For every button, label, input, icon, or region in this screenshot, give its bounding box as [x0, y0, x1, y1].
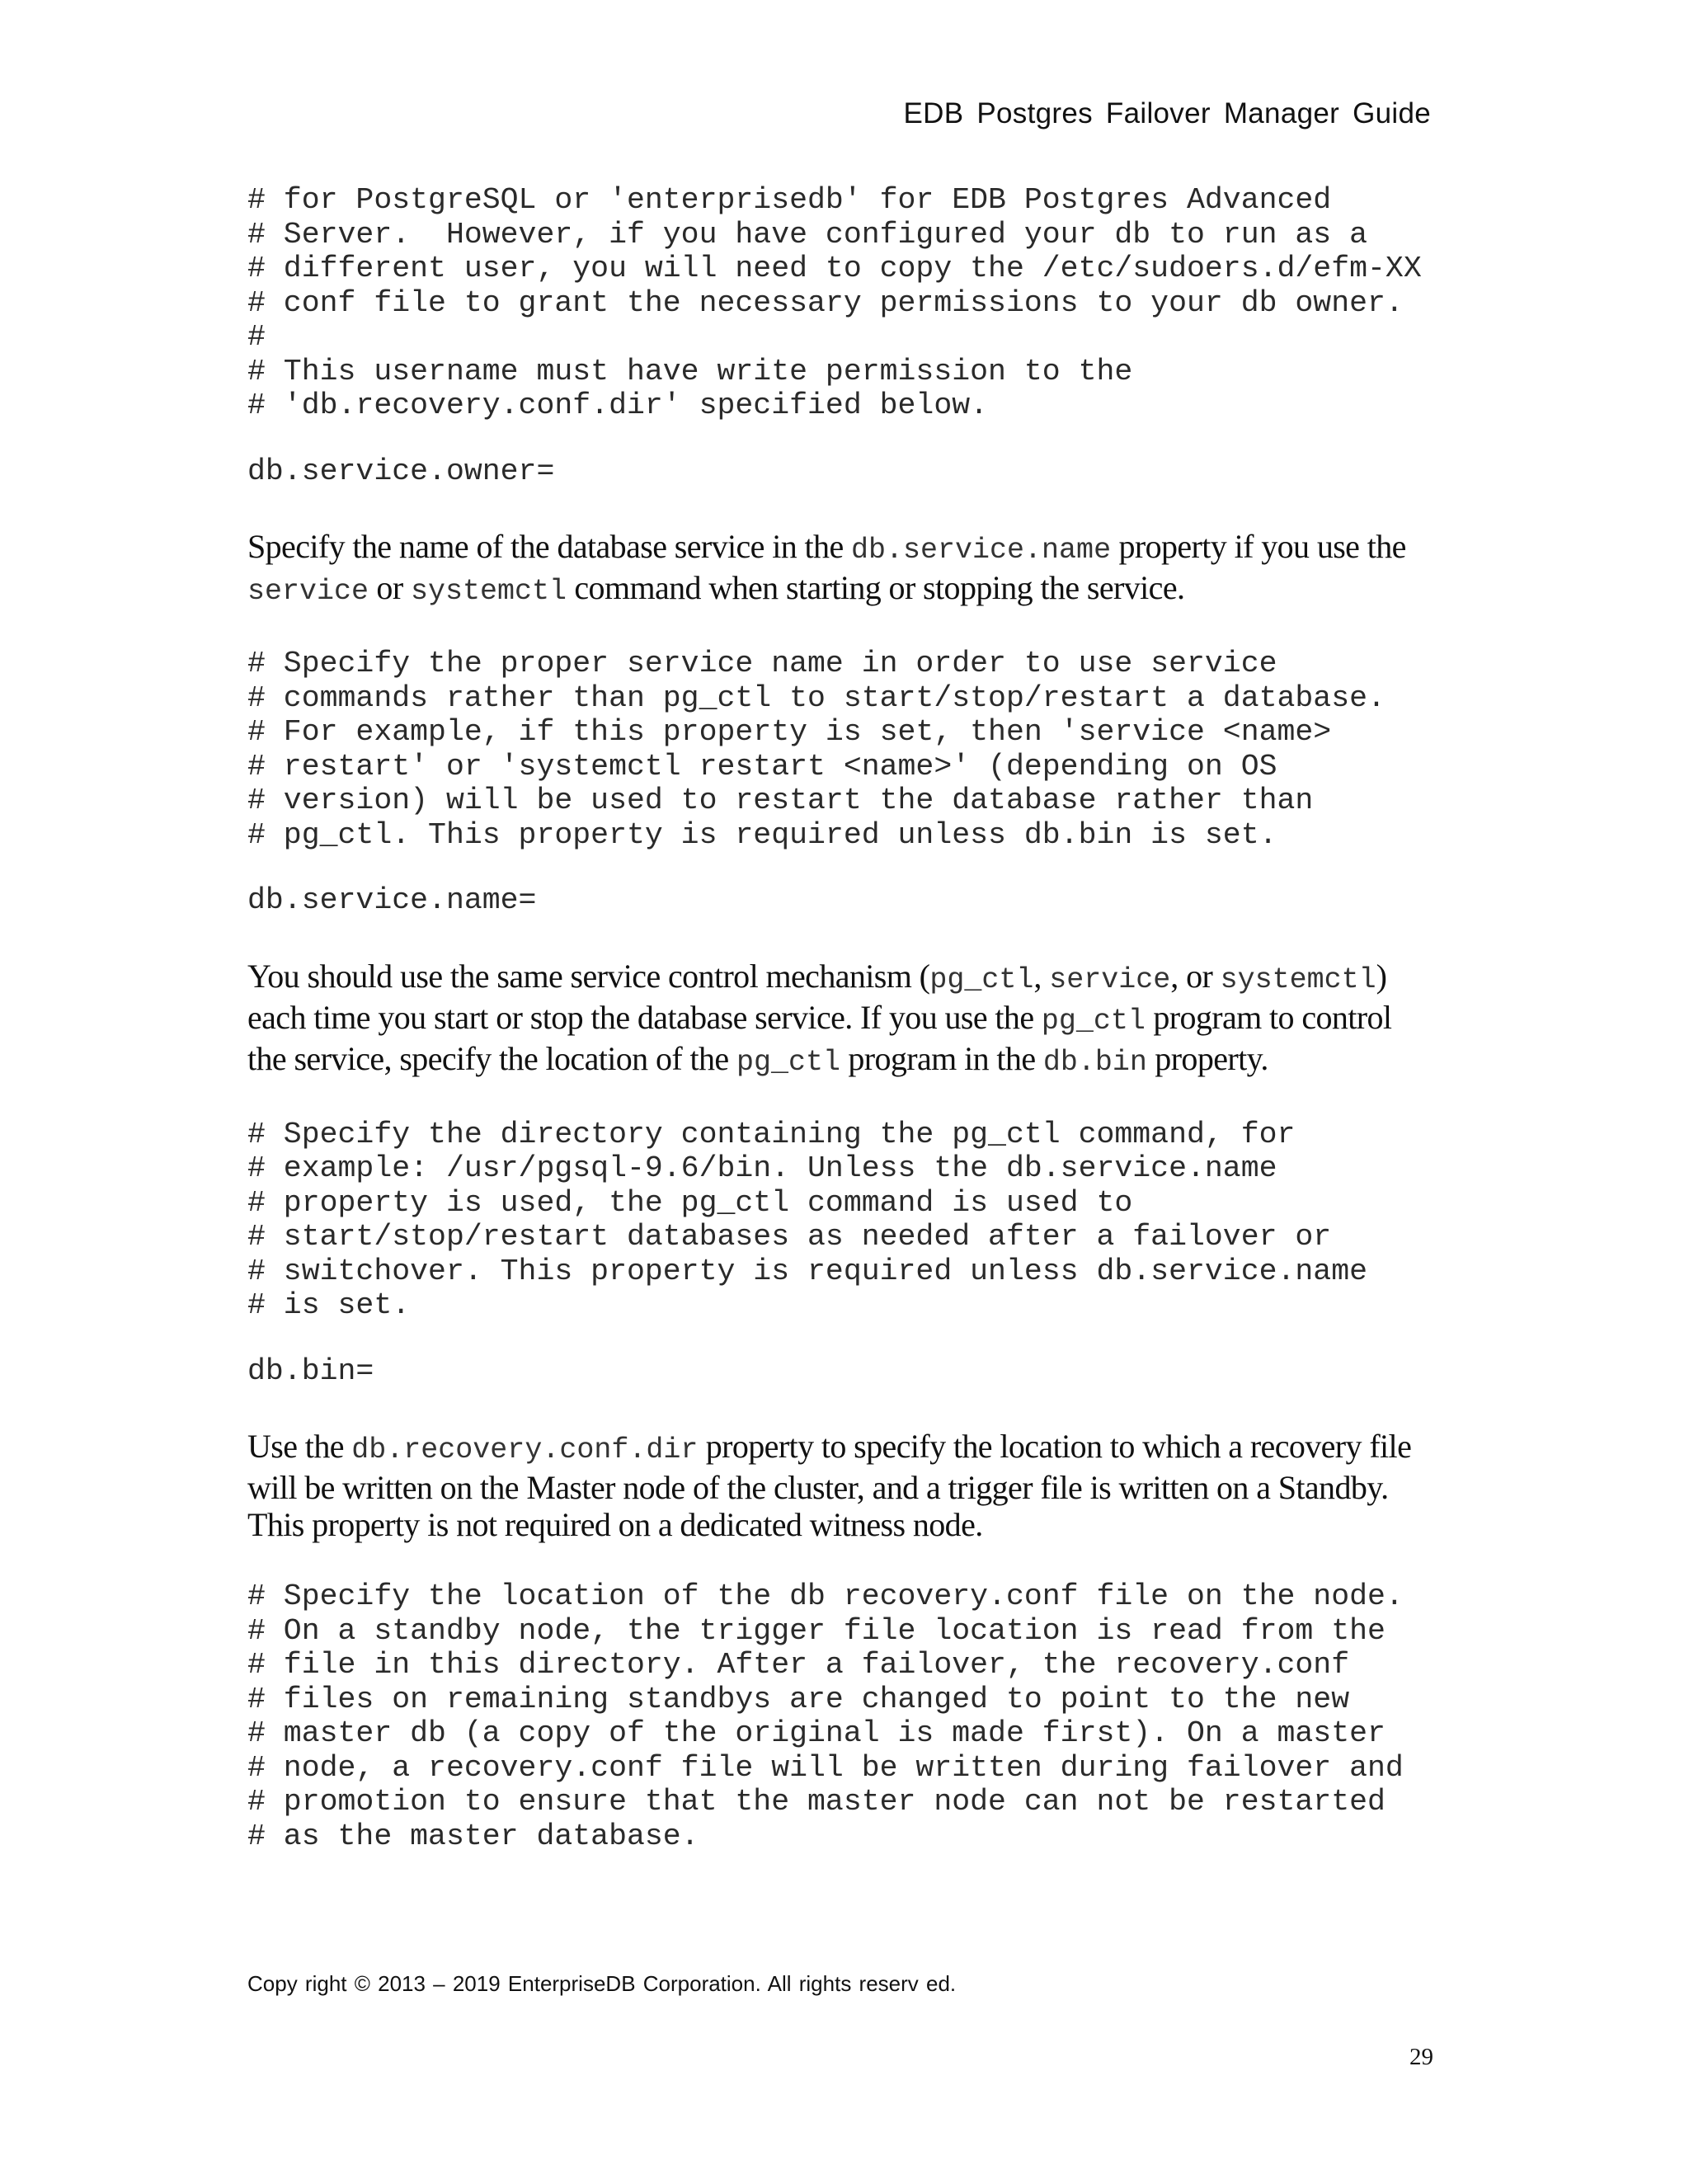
code-line: # property is used, the pg_ctl command is used to	[247, 1185, 1133, 1220]
code-line: # Specify the directory containing the pg_ctl command, for	[247, 1117, 1296, 1151]
code-line: # is set.	[247, 1288, 411, 1322]
paragraph-service-control	[247, 958, 1435, 1081]
code-line: # conf file to grant the necessary permissions to your db owner.	[247, 285, 1404, 320]
text-run: property.	[1146, 1039, 1268, 1077]
code-line: # For example, if this property is set, then 'service <name>	[247, 715, 1332, 749]
page-content	[247, 183, 1435, 1853]
code-line: # example: /usr/pgsql-9.6/bin. Unless the db.service.name	[247, 1151, 1277, 1185]
inline-code: pg_ctl	[1041, 1004, 1146, 1038]
code-line: # commands rather than pg_ctl to start/stop/restart a database.	[247, 680, 1386, 715]
code-line: # Server. However, if you have configured your db to run as a	[247, 217, 1368, 252]
code-line: # start/stop/restart databases as needed after a failover or	[247, 1220, 1332, 1254]
text-run: Specify the name of the database service in the	[247, 528, 852, 565]
code-block-owner-comments	[247, 183, 1435, 423]
property-db-bin: db.bin=	[247, 1353, 374, 1388]
text-run: ,	[1033, 957, 1050, 995]
inline-code: pg_ctl	[736, 1045, 840, 1079]
code-line: # for PostgreSQL or 'enterprisedb' for EDB Postgres Advanced	[247, 183, 1332, 217]
inline-code: db.bin	[1042, 1045, 1147, 1079]
code-line: # On a standby node, the trigger file location is read from the	[247, 1613, 1386, 1648]
text-run: You should use the same service control mechanism (	[247, 957, 930, 995]
text-run: program in the	[840, 1039, 1043, 1077]
property-db-service-name: db.service.name=	[247, 883, 537, 917]
text-run: command when starting or stopping the service.	[566, 569, 1185, 606]
text-run: property to specify the location to which a recovery file will be written on the Master node of the cluster, and a trigger file is written on a Standby. This property is not required on a dedicated witness node.	[247, 1428, 1412, 1543]
text-run: property if you use the	[1111, 528, 1406, 565]
inline-code: db.recovery.conf.dir	[351, 1433, 699, 1466]
code-line: # promotion to ensure that the master node can not be restarted	[247, 1785, 1386, 1819]
footer-copyright: Copy right © 2013 – 2019 EnterpriseDB Corporation. All rights reserv ed.	[247, 1971, 957, 1996]
code-block-db-bin-comments	[247, 1118, 1435, 1323]
code-line: #	[247, 320, 266, 354]
inline-code: systemctl	[1220, 963, 1376, 996]
inline-code: systemctl	[410, 575, 567, 608]
text-run: ) each time you start or stop the database service. If you use the	[247, 957, 1387, 1036]
text-run: , or	[1170, 957, 1221, 995]
code-line: # restart' or 'systemctl restart <name>' (depending on OS	[247, 749, 1277, 784]
inline-code: pg_ctl	[929, 963, 1034, 996]
property-db-service-owner: db.service.owner=	[247, 454, 555, 488]
text-run: program to control the service, specify the location of the	[247, 998, 1392, 1077]
paragraph-service-name	[247, 528, 1435, 610]
code-line: # 'db.recovery.conf.dir' specified below.	[247, 388, 989, 422]
paragraph-recovery-conf-dir	[247, 1428, 1435, 1543]
code-line: # different user, you will need to copy the /etc/sudoers.d/efm-XX	[247, 252, 1422, 285]
code-line: # master db (a copy of the original is made first). On a master	[247, 1716, 1386, 1750]
code-line: # as the master database.	[247, 1819, 699, 1853]
text-run: or	[369, 569, 411, 606]
text-run: Use the	[247, 1428, 352, 1465]
code-line: # files on remaining standbys are changed to point to the new	[247, 1682, 1350, 1716]
code-line: # This username must have write permission to the	[247, 354, 1133, 388]
page-number: 29	[1409, 2044, 1433, 2070]
code-line: # Specify the proper service name in order to use service	[247, 647, 1277, 680]
code-line: # switchover. This property is required unless db.service.name	[247, 1254, 1368, 1288]
inline-code: db.service.name	[851, 534, 1112, 567]
code-line: # file in this directory. After a failover, the recovery.conf	[247, 1648, 1350, 1682]
code-block-service-name-comments	[247, 647, 1435, 852]
running-header: EDB Postgres Failover Manager Guide	[903, 97, 1431, 129]
code-line: # Specify the location of the db recovery.conf file on the node.	[247, 1579, 1404, 1613]
inline-code: service	[247, 575, 369, 608]
code-line: # node, a recovery.conf file will be written during failover and	[247, 1750, 1404, 1785]
code-line: # version) will be used to restart the database rather than	[247, 784, 1314, 817]
inline-code: service	[1049, 963, 1171, 996]
code-block-recovery-comments	[247, 1579, 1435, 1853]
code-line: # pg_ctl. This property is required unless db.bin is set.	[247, 817, 1277, 852]
